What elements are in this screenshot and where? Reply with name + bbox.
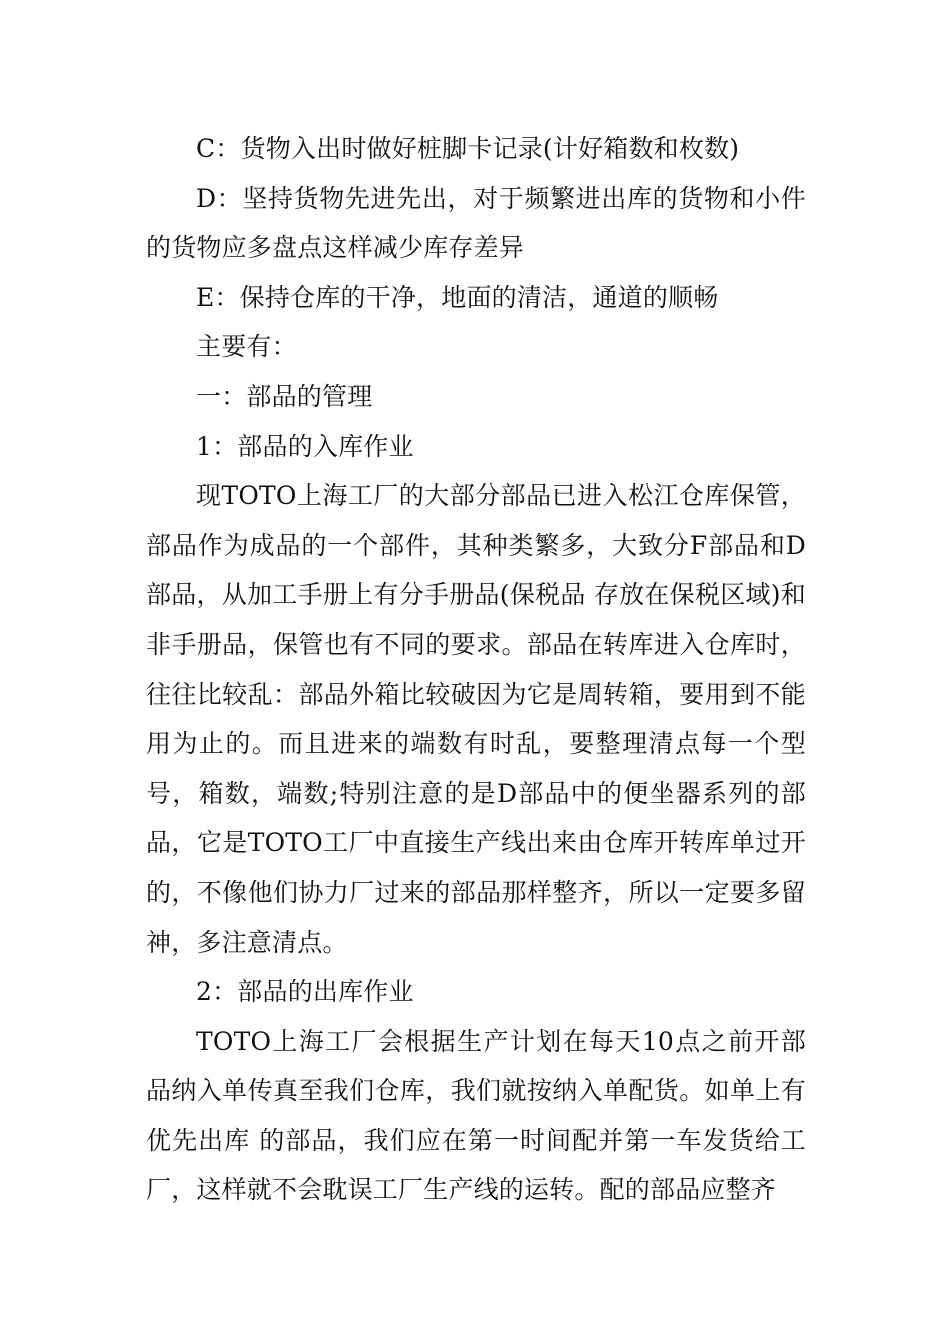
section-heading-parts-management: 一：部品的管理 [196,381,373,411]
paragraph-item-d: D：坚持货物先进先出，对于频繁进出库的货物和小件的货物应多盘点这样减少库存差异 [146,183,806,263]
paragraph-parts-inbound: 现TOTO上海工厂的大部分部品已进入松江仓库保管，部品作为成品的一个部件，其种类繁多，大致分F部品和D部品，从加工手册上有分手册品(保税品 存放在保税区域)和非手册品，保管也有不同的要求。部品在转库进入仓库时，往往比较乱：部品外箱比较破因为它是周转箱，要用到不能用为止的。而且进来的端数有时乱，要整理清点每一个型号，箱数，端数;特别注意的是D部品中的便坐器系列的部品，它是TOTO工厂中直接生产线出来由仓库开转库单过开的，不像他们协力厂过来的部品那样整齐，所以一定要多留神，多注意清点。 [146,481,806,957]
document-page [146,124,806,1215]
paragraph-item-c: C：货物入出时做好桩脚卡记录(计好箱数和枚数) [196,134,740,163]
paragraph-main-points: 主要有： [196,332,297,362]
paragraph-parts-outbound: TOTO上海工厂会根据生产计划在每天10点之前开部品纳入单传真至我们仓库，我们就按纳入单配货。如单上有优先出库 的部品，我们应在第一时间配并第一车发货给工厂，这样就不会耽误工厂生产线的运转。配的部品应整齐 [146,1026,806,1205]
subheading-parts-outbound: 2：部品的出库作业 [196,977,414,1007]
subheading-parts-inbound: 1：部品的入库作业 [196,431,414,461]
paragraph-item-e: E：保持仓库的干净，地面的清洁，通道的顺畅 [196,282,719,312]
